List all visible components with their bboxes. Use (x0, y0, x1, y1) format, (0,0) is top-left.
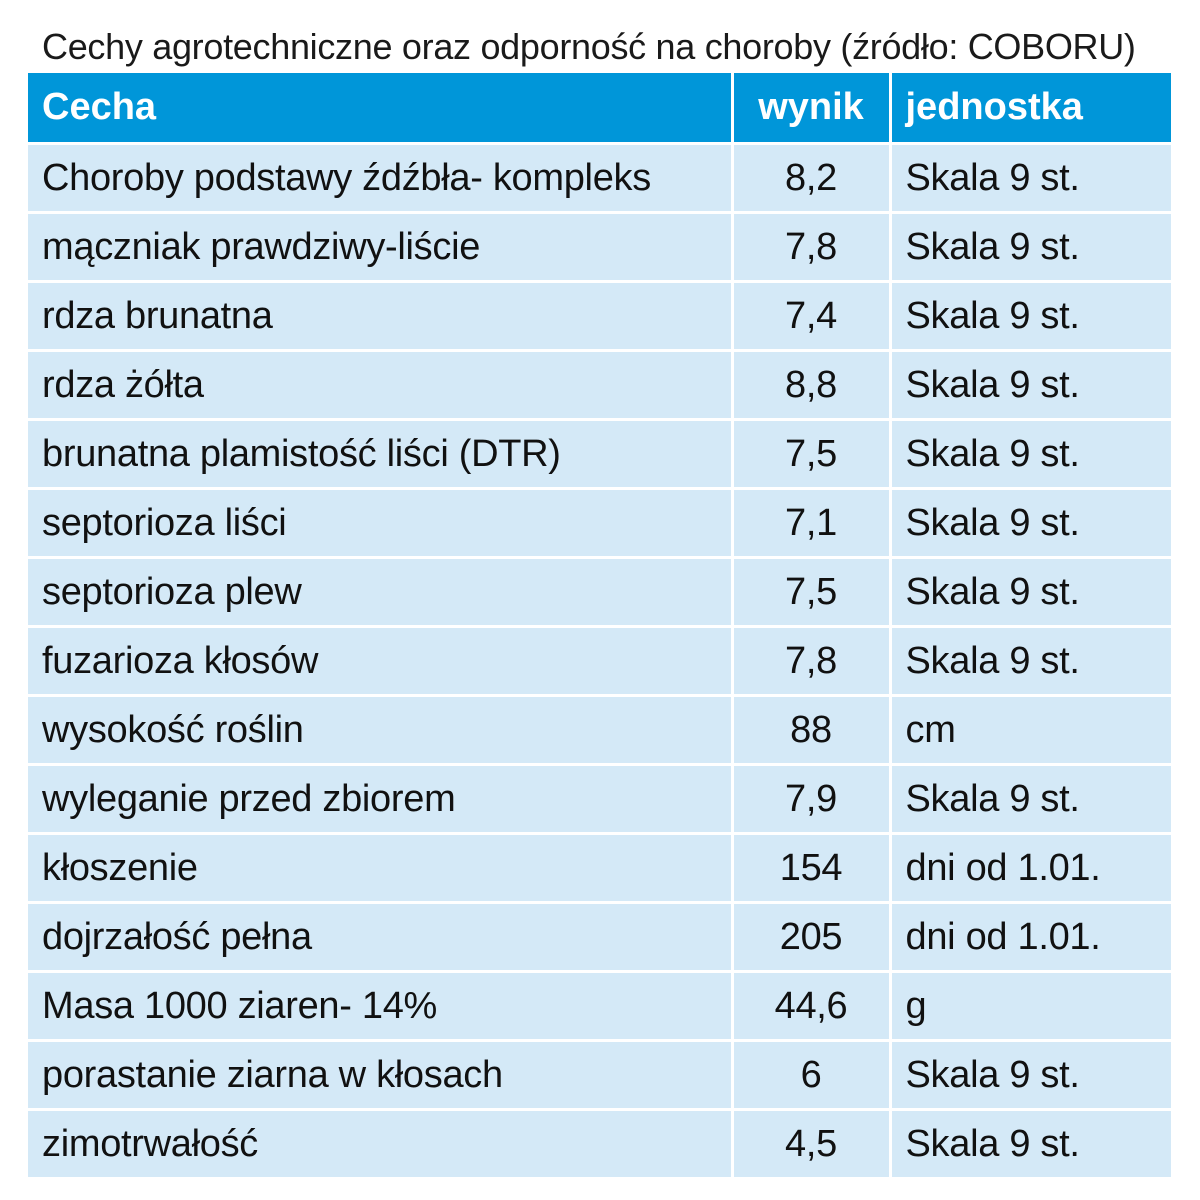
cell-unit: Skala 9 st. (890, 489, 1171, 558)
cell-unit: Skala 9 st. (890, 558, 1171, 627)
cell-unit: dni od 1.01. (890, 834, 1171, 903)
cell-result: 7,1 (732, 489, 890, 558)
cell-result: 7,8 (732, 627, 890, 696)
table-row (28, 972, 1171, 1041)
table-row (28, 903, 1171, 972)
cell-feature: dojrzałość pełna (28, 903, 732, 972)
cell-result: 44,6 (732, 972, 890, 1041)
header-feature: Cecha (28, 73, 732, 144)
table-row (28, 765, 1171, 834)
table-row (28, 1110, 1171, 1178)
table-row (28, 1041, 1171, 1110)
header-row (28, 73, 1171, 144)
table-row (28, 696, 1171, 765)
header-result: wynik (732, 73, 890, 144)
traits-table (28, 73, 1171, 1177)
table-row (28, 627, 1171, 696)
cell-result: 205 (732, 903, 890, 972)
cell-result: 8,2 (732, 144, 890, 213)
cell-unit: Skala 9 st. (890, 1110, 1171, 1178)
cell-unit: cm (890, 696, 1171, 765)
table-row (28, 558, 1171, 627)
cell-unit: Skala 9 st. (890, 351, 1171, 420)
cell-unit: Skala 9 st. (890, 1041, 1171, 1110)
table-row (28, 420, 1171, 489)
table-caption: Cechy agrotechniczne oraz odporność na choroby (źródło: COBORU) (42, 26, 1136, 67)
cell-feature: rdza żółta (28, 351, 732, 420)
cell-unit: dni od 1.01. (890, 903, 1171, 972)
cell-result: 7,9 (732, 765, 890, 834)
table-row (28, 351, 1171, 420)
cell-unit: Skala 9 st. (890, 765, 1171, 834)
cell-result: 7,5 (732, 558, 890, 627)
cell-feature: fuzarioza kłosów (28, 627, 732, 696)
table-row (28, 834, 1171, 903)
cell-feature: wyleganie przed zbiorem (28, 765, 732, 834)
cell-unit: g (890, 972, 1171, 1041)
cell-unit: Skala 9 st. (890, 144, 1171, 213)
table-row (28, 489, 1171, 558)
cell-result: 88 (732, 696, 890, 765)
cell-feature: mączniak prawdziwy-liście (28, 213, 732, 282)
cell-feature: Masa 1000 ziaren- 14% (28, 972, 732, 1041)
cell-feature: septorioza plew (28, 558, 732, 627)
cell-unit: Skala 9 st. (890, 420, 1171, 489)
cell-result: 154 (732, 834, 890, 903)
cell-feature: Choroby podstawy źdźbła- kompleks (28, 144, 732, 213)
table-row (28, 213, 1171, 282)
cell-feature: wysokość roślin (28, 696, 732, 765)
table-row (28, 144, 1171, 213)
cell-feature: porastanie ziarna w kłosach (28, 1041, 732, 1110)
cell-feature: kłoszenie (28, 834, 732, 903)
cell-result: 7,4 (732, 282, 890, 351)
cell-result: 8,8 (732, 351, 890, 420)
cell-feature: septorioza liści (28, 489, 732, 558)
header-unit: jednostka (890, 73, 1171, 144)
cell-feature: rdza brunatna (28, 282, 732, 351)
cell-unit: Skala 9 st. (890, 213, 1171, 282)
table-row (28, 282, 1171, 351)
cell-result: 7,5 (732, 420, 890, 489)
cell-feature: zimotrwałość (28, 1110, 732, 1178)
cell-feature: brunatna plamistość liści (DTR) (28, 420, 732, 489)
cell-result: 7,8 (732, 213, 890, 282)
cell-result: 4,5 (732, 1110, 890, 1178)
cell-unit: Skala 9 st. (890, 627, 1171, 696)
cell-unit: Skala 9 st. (890, 282, 1171, 351)
table-body (28, 144, 1171, 1178)
cell-result: 6 (732, 1041, 890, 1110)
